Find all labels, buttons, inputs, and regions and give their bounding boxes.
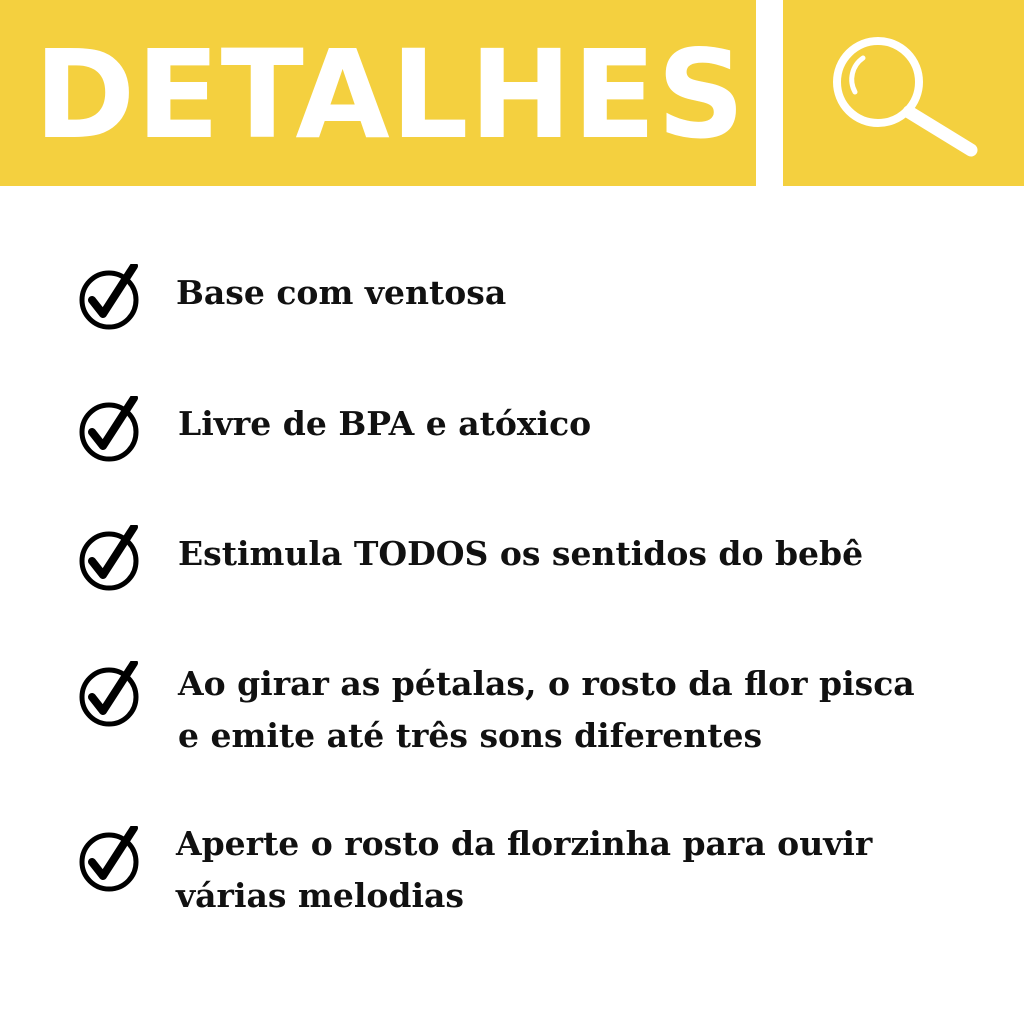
feature-text [178, 528, 958, 580]
feature-text [178, 398, 958, 450]
feature-line: Aperte o rosto da florzinha para ouvir [176, 824, 873, 863]
feature-line: várias melodias [176, 876, 464, 915]
feature-line: Livre de BPA e atóxico [178, 404, 592, 443]
checkmark-icon [78, 396, 144, 462]
page-title: DETALHES [34, 24, 746, 166]
feature-line: Estimula TODOS os sentidos do bebê [178, 534, 864, 573]
feature-text [176, 267, 956, 319]
feature-line: Ao girar as pétalas, o rosto da flor pisca [178, 664, 915, 703]
checkmark-icon [78, 826, 144, 892]
feature-text [176, 818, 956, 922]
feature-line: Base com ventosa [176, 273, 507, 312]
checkmark-icon [78, 264, 144, 330]
checkmark-icon [78, 661, 144, 727]
feature-line: e emite até três sons diferentes [178, 716, 763, 755]
checkmark-icon [78, 525, 144, 591]
feature-text [178, 658, 958, 762]
